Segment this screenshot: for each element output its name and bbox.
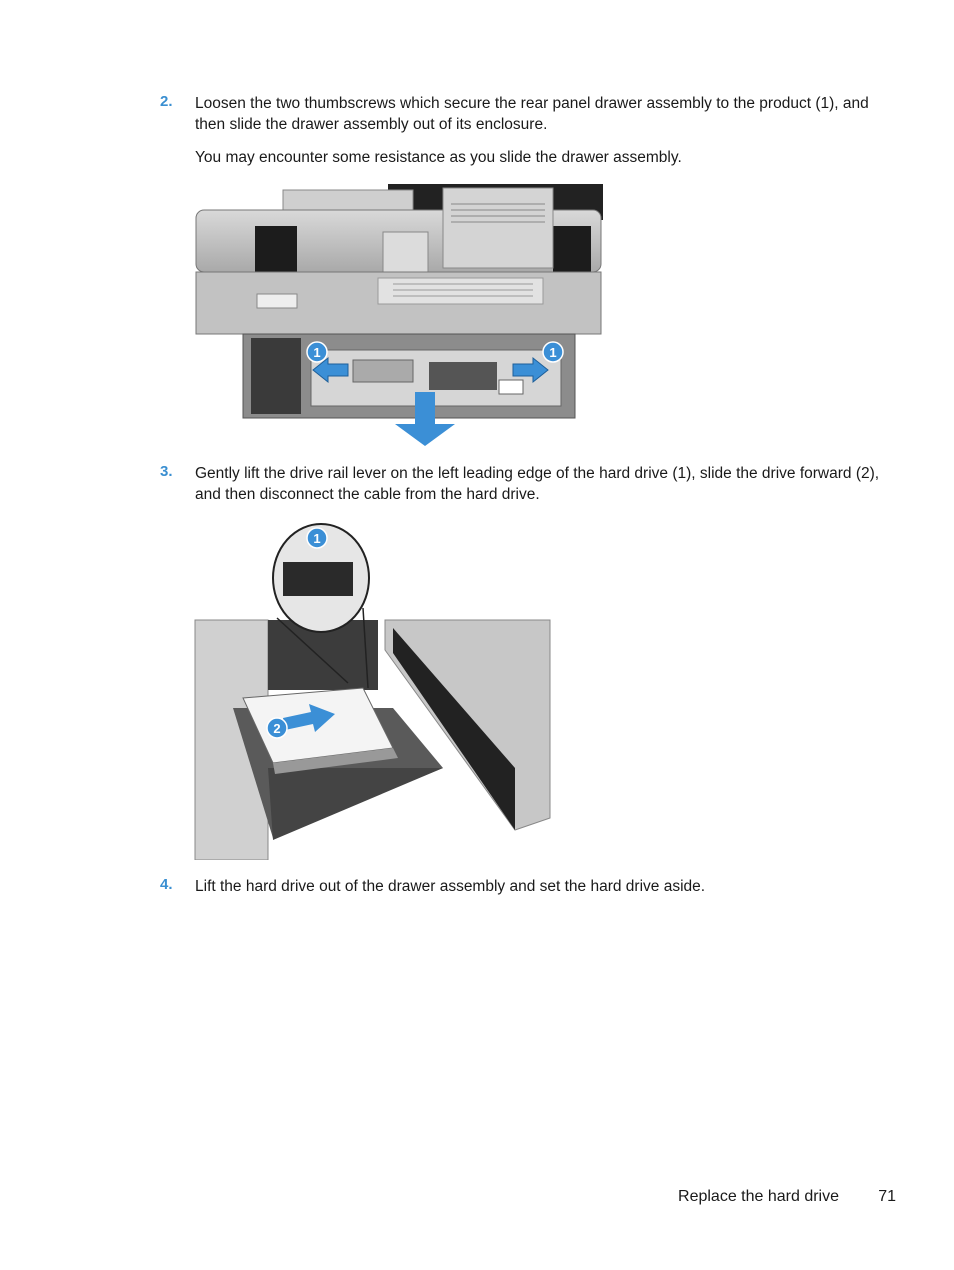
footer-section-title: Replace the hard drive xyxy=(678,1188,839,1205)
figure-rear-drawer xyxy=(193,182,605,448)
step-text: Lift the hard drive out of the drawer assembly and set the hard drive aside. xyxy=(195,878,706,895)
callout-thumbscrew-left: 1 xyxy=(313,345,321,360)
hard-drive-illustration xyxy=(193,518,553,860)
callout-thumbscrew-right: 1 xyxy=(549,345,557,360)
step-number: 4. xyxy=(160,876,173,893)
footer-page-number: 71 xyxy=(878,1188,896,1205)
rear-drawer-illustration xyxy=(193,182,605,448)
figure-hard-drive xyxy=(193,518,553,860)
step-number: 2. xyxy=(160,93,173,110)
callout-drive-lever: 1 xyxy=(313,531,321,546)
step-note: You may encounter some resistance as you slide the drawer assembly. xyxy=(195,149,682,166)
step-text: Gently lift the drive rail lever on the left leading edge of the hard drive (1), slide the drive forward (2), and then disconnect the cable from the hard drive. xyxy=(195,465,880,503)
step-number: 3. xyxy=(160,463,173,480)
step-text: Loosen the two thumbscrews which secure the rear panel drawer assembly to the product (1), and then slide the drawer assembly out of its enclosure. xyxy=(195,95,869,133)
callout-drive-slide: 2 xyxy=(273,721,281,736)
